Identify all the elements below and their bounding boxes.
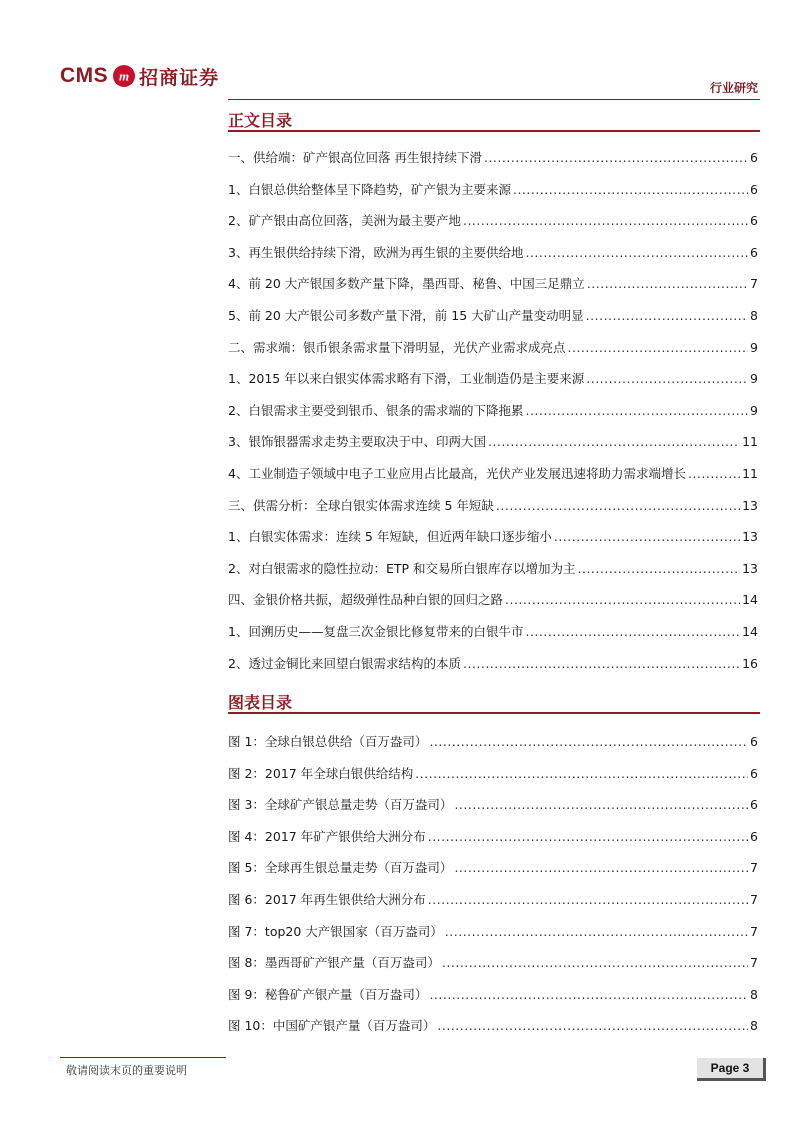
toc-entry-page: 6: [750, 797, 758, 813]
chart-toc-title: 图表目录: [228, 693, 293, 712]
toc-dot-leader: [568, 340, 749, 355]
toc-entry-page: 6: [750, 213, 758, 229]
toc-dot-leader: [525, 624, 740, 639]
toc-dot-leader: [525, 245, 748, 260]
toc-entry[interactable]: [228, 148, 758, 168]
toc-entry-title: 二、需求端：银币银条需求量下滑明显，光伏产业需求成亮点: [228, 339, 566, 355]
toc-dot-leader: [442, 955, 748, 970]
toc-entry-page: 7: [750, 892, 758, 907]
toc-entry-page: 6: [750, 244, 758, 260]
toc-entry-page: 6: [750, 765, 758, 781]
toc-dot-leader: [505, 592, 740, 607]
toc-entry-title: 三、供需分析：全球白银实体需求连续 5 年短缺: [228, 497, 494, 513]
toc-entry[interactable]: [228, 496, 758, 516]
toc-dot-leader: [429, 734, 748, 749]
toc-entry-title: 图 8：墨西哥矿产银产量（百万盎司）: [228, 955, 440, 971]
toc-entry-title: 一、供给端：矿产银高位回落 再生银持续下滑: [228, 150, 482, 165]
toc-entry-title: 2、透过金铜比来回望白银需求结构的本质: [228, 655, 461, 671]
toc-entry-page: 11: [742, 434, 758, 450]
toc-entry[interactable]: [228, 464, 758, 484]
toc-entry[interactable]: [228, 369, 758, 389]
toc-dot-leader: [454, 797, 748, 812]
toc-entry-title: 4、前 20 大产银国多数产量下降，墨西哥、秘鲁、中国三足鼎立: [228, 276, 585, 292]
toc-entry-page: 6: [750, 828, 758, 844]
toc-entry[interactable]: [228, 559, 758, 579]
logo-latin-text: CMS: [60, 64, 109, 87]
toc-entry[interactable]: [228, 858, 758, 878]
toc-entry-title: 图 6：2017 年再生银供给大洲分布: [228, 892, 426, 907]
toc-entry-title: 图 2：2017 年全球白银供给结构: [228, 765, 414, 781]
toc-entry-title: 1、白银总供给整体呈下降趋势，矿产银为主要来源: [228, 181, 511, 197]
toc-entry[interactable]: [228, 985, 758, 1005]
toc-entry-page: 14: [742, 624, 758, 639]
toc-dot-leader: [454, 860, 748, 875]
logo-chinese-text: 招商证券: [139, 66, 220, 89]
toc-entry[interactable]: [228, 795, 758, 815]
toc-entry-title: 1、回溯历史——复盘三次金银比修复带来的白银牛市: [228, 624, 524, 639]
toc-dot-leader: [463, 656, 740, 671]
text-toc-title: 正文目录: [228, 111, 293, 130]
toc-dot-leader: [586, 371, 748, 386]
toc-entry-page: 7: [750, 860, 758, 876]
toc-entry[interactable]: [228, 243, 758, 263]
toc-entry-title: 4、工业制造子领域中电子工业应用占比最高，光伏产业发展迅速将助力需求端增长: [228, 466, 686, 481]
toc-entry[interactable]: [228, 922, 758, 942]
toc-entry[interactable]: [228, 732, 758, 752]
toc-dot-leader: [688, 466, 740, 481]
toc-entry-page: 6: [750, 181, 758, 197]
logo-mark-svg: [113, 65, 135, 87]
toc-dot-leader: [428, 892, 748, 907]
toc-dot-leader: [586, 308, 748, 323]
toc-entry[interactable]: [228, 953, 758, 973]
toc-entry[interactable]: [228, 274, 758, 294]
toc-dot-leader: [587, 276, 748, 291]
toc-entry-title: 2、白银需求主要受到银币、银条的需求端的下降拖累: [228, 402, 524, 418]
toc-entry-page: 16: [742, 655, 758, 671]
toc-entry-title: 1、白银实体需求：连续 5 年短缺，但近两年缺口逐步缩小: [228, 529, 552, 545]
chart-toc-rule: [228, 712, 760, 714]
toc-entry[interactable]: [228, 180, 758, 200]
toc-entry-title: 3、银饰银器需求走势主要取决于中、印两大国: [228, 434, 486, 450]
toc-entry-page: 13: [742, 560, 758, 576]
toc-entry-title: 图 5：全球再生银总量走势（百万盎司）: [228, 860, 453, 876]
toc-dot-leader: [513, 182, 748, 197]
toc-entry[interactable]: [228, 654, 758, 674]
footer-divider: [60, 1057, 226, 1058]
header-divider: [228, 99, 760, 100]
toc-entry-title: 图 7：top20 大产银国家（百万盎司）: [228, 923, 443, 939]
logo-mark-icon: [113, 65, 135, 87]
toc-entry-page: 7: [750, 955, 758, 971]
toc-entry-title: 2、对白银需求的隐性拉动：ETP 和交易所白银库存以增加为主: [228, 560, 576, 576]
text-toc-rule: [228, 130, 760, 132]
toc-entry-page: 13: [742, 497, 758, 513]
svg-text:m: m: [119, 68, 130, 84]
toc-entry-page: 9: [750, 402, 758, 418]
toc-entry[interactable]: [228, 827, 758, 847]
toc-dot-leader: [445, 924, 748, 939]
toc-dot-leader: [437, 1018, 748, 1033]
toc-dot-leader: [578, 561, 741, 576]
toc-entry[interactable]: [228, 338, 758, 358]
toc-entry-page: 6: [750, 734, 758, 749]
footer-note: 敬请阅读末页的重要说明: [66, 1064, 187, 1077]
toc-dot-leader: [484, 150, 748, 165]
toc-entry-page: 13: [742, 529, 758, 545]
brand-logo: [60, 60, 219, 92]
toc-dot-leader: [415, 766, 748, 781]
toc-entry-page: 6: [750, 150, 758, 165]
toc-entry-page: 9: [750, 339, 758, 355]
toc-dot-leader: [554, 529, 740, 544]
toc-entry-title: 2、矿产银由高位回落，美洲为最主要产地: [228, 213, 461, 229]
toc-entry[interactable]: [228, 1016, 758, 1036]
toc-entry-title: 图 4：2017 年矿产银供给大洲分布: [228, 828, 426, 844]
toc-entry[interactable]: [228, 764, 758, 784]
toc-dot-leader: [496, 498, 740, 513]
toc-entry-page: 9: [750, 371, 758, 387]
toc-entry-title: 图 10：中国矿产银产量（百万盎司）: [228, 1018, 436, 1034]
toc-entry-page: 11: [742, 466, 758, 481]
toc-dot-leader: [463, 213, 748, 228]
toc-entry-page: 8: [750, 308, 758, 323]
toc-entry-page: 14: [742, 592, 758, 608]
toc-entry[interactable]: [228, 211, 758, 231]
toc-entry-title: 图 1：全球白银总供给（百万盎司）: [228, 734, 428, 749]
page-number-box: Page 3: [697, 1058, 766, 1081]
toc-entry[interactable]: [228, 890, 758, 910]
toc-entry-title: 5、前 20 大产银公司多数产量下滑，前 15 大矿山产量变动明显: [228, 308, 584, 323]
toc-entry[interactable]: [228, 527, 758, 547]
toc-entry-page: 8: [750, 986, 758, 1002]
toc-entry[interactable]: [228, 306, 758, 326]
toc-entry-title: 3、再生银供给持续下滑，欧洲为再生银的主要供给地: [228, 244, 524, 260]
toc-entry-title: 图 9：秘鲁矿产银产量（百万盎司）: [228, 986, 428, 1002]
toc-entry-title: 1、2015 年以来白银实体需求略有下滑，工业制造仍是主要来源: [228, 371, 585, 387]
toc-entry[interactable]: [228, 401, 758, 421]
toc-entry[interactable]: [228, 590, 758, 610]
toc-entry[interactable]: [228, 432, 758, 452]
document-type-label: 行业研究: [709, 81, 758, 95]
toc-entry-page: 7: [750, 276, 758, 292]
toc-entry-page: 8: [750, 1018, 758, 1034]
toc-dot-leader: [525, 403, 748, 418]
toc-entry-page: 7: [750, 923, 758, 939]
toc-entry[interactable]: [228, 622, 758, 642]
toc-entry-title: 四、金银价格共振，超级弹性品种白银的回归之路: [228, 592, 504, 608]
toc-entry-title: 图 3：全球矿产银总量走势（百万盎司）: [228, 797, 453, 813]
toc-dot-leader: [429, 987, 748, 1002]
page-header: [0, 0, 800, 100]
toc-dot-leader: [428, 829, 748, 844]
toc-dot-leader: [488, 434, 740, 449]
